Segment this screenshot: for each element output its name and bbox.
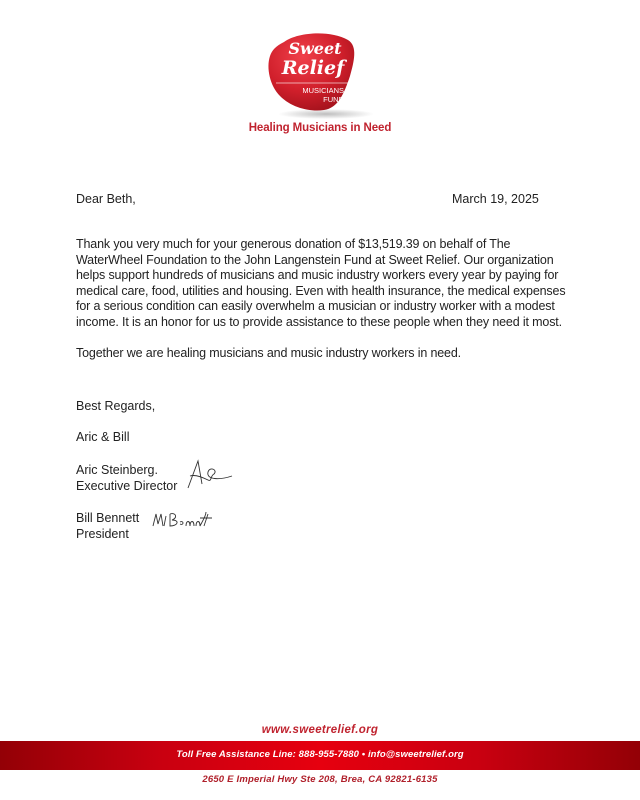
svg-text:FUND: FUND	[323, 95, 344, 104]
signer-title: Executive Director	[76, 479, 178, 493]
footer-band	[0, 741, 640, 770]
aric-signature-icon	[184, 458, 236, 492]
contact-line: Toll Free Assistance Line: 888-955-7880 • info@sweetrelief.org	[176, 749, 464, 760]
svg-text:MUSICIANS: MUSICIANS	[302, 86, 344, 95]
signature-block-aric	[76, 462, 177, 494]
tagline: Healing Musicians in Need	[248, 122, 392, 134]
bill-signature-icon	[150, 510, 214, 532]
signers-line: Aric & Bill	[76, 430, 130, 444]
letter-body	[76, 237, 576, 377]
body-paragraph: Together we are healing musicians and music industry workers in need.	[76, 346, 461, 361]
closing: Best Regards,	[76, 399, 156, 413]
svg-text:Sweet: Sweet	[288, 39, 342, 58]
svg-text:Relief: Relief	[281, 57, 345, 79]
sweet-relief-logo	[258, 28, 382, 120]
signature-block-bill	[76, 510, 139, 542]
signer-name: Bill Bennett	[76, 511, 140, 525]
website-link[interactable]: www.sweetrelief.org	[261, 724, 379, 736]
guitar-pick-logo-icon	[258, 28, 382, 120]
address: 2650 E Imperial Hwy Ste 208, Brea, CA 92821-6135	[202, 774, 438, 785]
signer-name: Aric Steinberg.	[76, 463, 158, 477]
letter-date: March 19, 2025	[452, 192, 539, 206]
signer-title: President	[76, 527, 129, 541]
body-paragraph: Thank you very much for your generous donation of $13,519.39 on behalf of The WaterWheel Foundation to the John Langenstein Fund at Sweet Relief. Our organization helps support hundreds of musicians and music industry workers every year by paying for medical care, food, utilities and housing. Even with health insurance, the medical expenses for a serious condition can easily overwhelm a musician or industry worker with a modest income. It is an honor for us to provide assistance to these people when they need it most.	[76, 237, 566, 329]
salutation: Dear Beth,	[76, 192, 136, 206]
